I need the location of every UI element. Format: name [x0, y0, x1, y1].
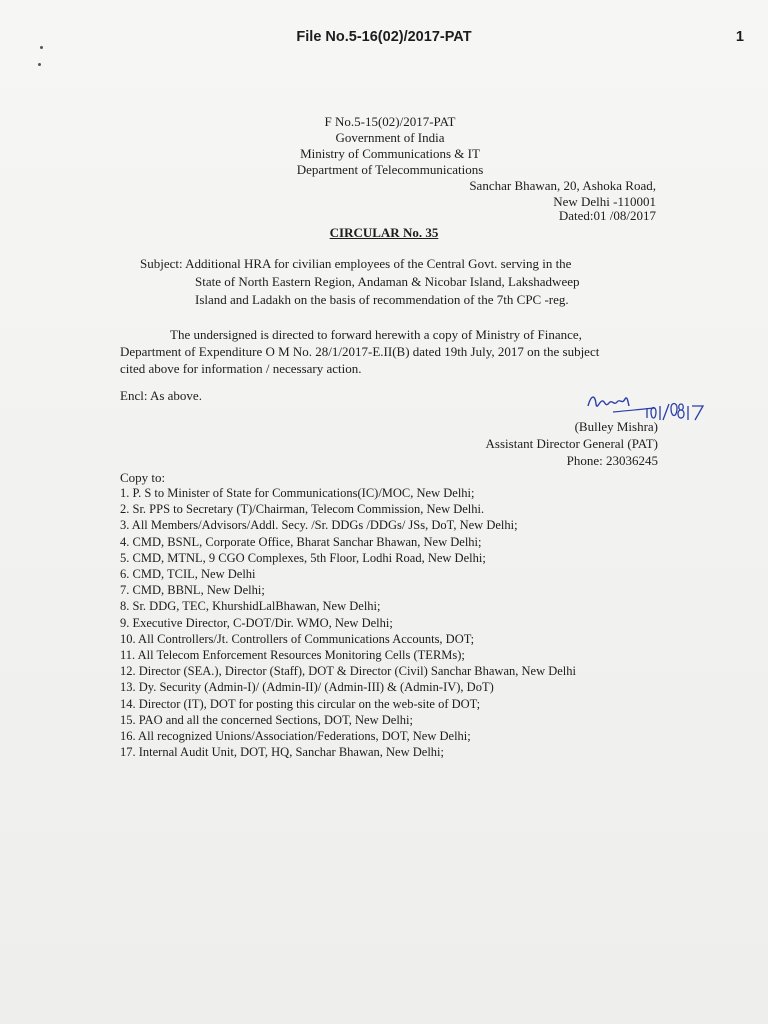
circular-title: CIRCULAR No. 35 — [329, 225, 439, 240]
copy-to-list — [120, 485, 640, 760]
subject-line-2: State of North Eastern Region, Andaman & Nicobar Island, Lakshadweep — [195, 274, 580, 289]
scan-speck — [40, 46, 43, 49]
date-line: Dated:01 /08/2017 — [558, 208, 656, 223]
body-line-1: The undersigned is directed to forward herewith a copy of Ministry of Finance, — [170, 327, 582, 342]
signature-block — [486, 418, 658, 469]
list-item: 16. All recognized Unions/Association/Federations, DOT, New Delhi; — [120, 729, 471, 744]
government-name: Government of India — [335, 130, 445, 145]
signatory-phone: Phone: 23036245 — [566, 453, 658, 468]
ministry-name: Ministry of Communications & IT — [300, 146, 480, 161]
subject-line-3: Island and Ladakh on the basis of recommendation of the 7th CPC -reg. — [195, 292, 569, 307]
subject-block — [140, 255, 660, 309]
list-item: 4. CMD, BSNL, Corporate Office, Bharat Sanchar Bhawan, New Delhi; — [120, 534, 482, 549]
enclosure-note: Encl: As above. — [120, 388, 202, 403]
list-item: 13. Dy. Security (Admin-I)/ (Admin-II)/ (Admin-III) & (Admin-IV), DoT) — [120, 680, 494, 695]
subject-line-1: Subject: Additional HRA for civilian employees of the Central Govt. serving in the — [140, 256, 572, 271]
list-item: 15. PAO and all the concerned Sections, DOT, New Delhi; — [120, 712, 413, 727]
list-item: 9. Executive Director, C-DOT/Dir. WMO, New Delhi; — [120, 615, 393, 630]
department-name: Department of Telecommunications — [296, 162, 484, 177]
signatory-designation: Assistant Director General (PAT) — [485, 436, 658, 451]
file-number-header: File No.5-16(02)/2017-PAT — [296, 29, 472, 45]
list-item: 12. Director (SEA.), Director (Staff), DOT & Director (Civil) Sanchar Bhawan, New Delhi — [120, 664, 577, 679]
body-line-2: Department of Expenditure O M No. 28/1/2017-E.II(B) dated 19th July, 2017 on the subject — [120, 344, 600, 359]
address-line-2: New Delhi -110001 — [553, 194, 656, 209]
copy-to-label: Copy to: — [120, 470, 166, 485]
list-item: 17. Internal Audit Unit, DOT, HQ, Sanchar Bhawan, New Delhi; — [120, 745, 445, 760]
body-line-3: cited above for information / necessary action. — [120, 361, 362, 376]
reference-number: F No.5-15(02)/2017-PAT — [324, 114, 456, 129]
body-paragraph — [120, 326, 660, 377]
list-item: 2. Sr. PPS to Secretary (T)/Chairman, Telecom Commission, New Delhi. — [120, 502, 485, 517]
list-item: 6. CMD, TCIL, New Delhi — [120, 567, 256, 582]
address-line-1: Sanchar Bhawan, 20, Ashoka Road, — [469, 178, 656, 193]
list-item: 8. Sr. DDG, TEC, KhurshidLalBhawan, New Delhi; — [120, 599, 381, 614]
list-item: 14. Director (IT), DOT for posting this circular on the web-site of DOT; — [120, 696, 481, 711]
signatory-name: (Bulley Mishra) — [574, 419, 658, 434]
list-item: 11. All Telecom Enforcement Resources Monitoring Cells (TERMs); — [120, 648, 465, 663]
list-item: 5. CMD, MTNL, 9 CGO Complexes, 5th Floor, Lodhi Road, New Delhi; — [120, 550, 486, 565]
page-number: 1 — [735, 29, 744, 45]
list-item: 7. CMD, BBNL, New Delhi; — [120, 583, 265, 598]
scan-speck — [38, 63, 41, 66]
list-item: 10. All Controllers/Jt. Controllers of Communications Accounts, DOT; — [120, 631, 475, 646]
list-item: 1. P. S to Minister of State for Communications(IC)/MOC, New Delhi; — [120, 486, 475, 500]
list-item: 3. All Members/Advisors/Addl. Secy. /Sr. DDGs /DDGs/ JSs, DoT, New Delhi; — [120, 518, 518, 533]
